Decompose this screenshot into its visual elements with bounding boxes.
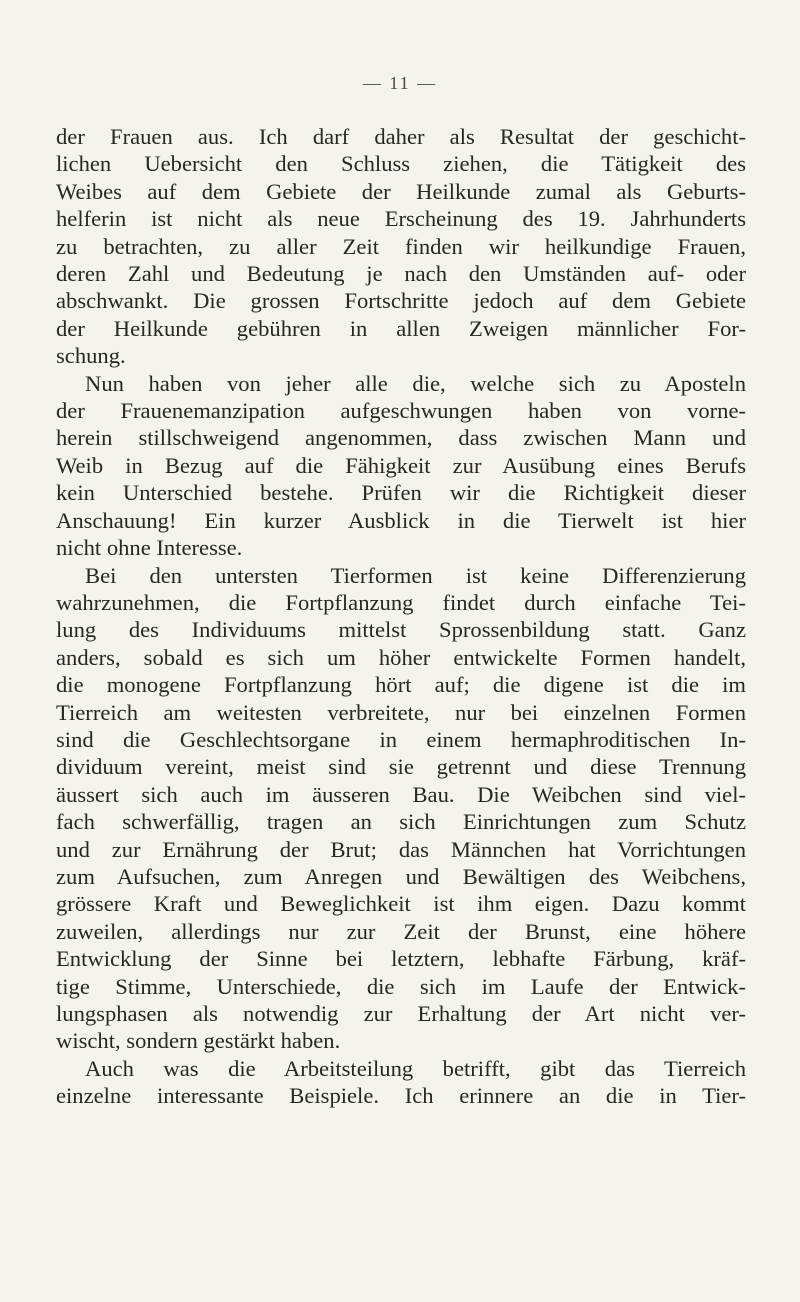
text-line: Tierreich am weitesten verbreitete, nur bei einzelnen Formen bbox=[56, 699, 746, 725]
text-line: der Frauen aus. Ich darf daher als Resultat der geschicht- bbox=[56, 124, 746, 149]
text-line: abschwankt. Die grossen Fortschritte jedoch auf dem Gebiete bbox=[56, 288, 746, 314]
text-line: helferin ist nicht als neue Erscheinung des 19. Jahrhunderts bbox=[56, 206, 746, 232]
text-line: wahrzunehmen, die Fortpflanzung findet durch einfache Tei- bbox=[56, 589, 746, 615]
text-line: Nun haben von jeher alle die, welche sich zu Aposteln bbox=[85, 370, 746, 396]
text-line: anders, sobald es sich um höher entwickelte Formen handelt, bbox=[56, 644, 746, 670]
body-text bbox=[56, 123, 746, 1110]
text-line: und zur Ernährung der Brut; das Männchen hat Vorrichtungen bbox=[56, 836, 746, 862]
text-line: zum Aufsuchen, zum Anregen und Bewältigen des Weibchens, bbox=[56, 863, 746, 889]
text-line: der Heilkunde gebühren in allen Zweigen männlicher For- bbox=[56, 315, 746, 341]
text-line: Auch was die Arbeitsteilung betrifft, gibt das Tierreich bbox=[85, 1055, 746, 1081]
text-line: lung des Individuums mittelst Sprossenbildung statt. Ganz bbox=[56, 617, 746, 643]
text-line: grössere Kraft und Beweglichkeit ist ihm eigen. Dazu kommt bbox=[56, 891, 746, 917]
text-line: kein Unterschied bestehe. Prüfen wir die Richtigkeit dieser bbox=[56, 480, 746, 506]
text-line: lungsphasen als notwendig zur Erhaltung der Art nicht ver- bbox=[56, 1001, 746, 1026]
text-line: nicht ohne Interesse. bbox=[56, 535, 243, 561]
text-line: Weib in Bezug auf die Fähigkeit zur Ausübung eines Berufs bbox=[56, 452, 746, 478]
text-line: die monogene Fortpflanzung hört auf; die digene ist die im bbox=[56, 672, 746, 698]
text-line: schung. bbox=[56, 343, 126, 369]
text-line: Entwicklung der Sinne bei letztern, lebhafte Färbung, kräf- bbox=[56, 946, 746, 972]
text-line: fach schwerfällig, tragen an sich Einrichtungen zum Schutz bbox=[56, 809, 746, 835]
text-line: Weibes auf dem Gebiete der Heilkunde zumal als Geburts- bbox=[56, 178, 746, 204]
page-number: — 11 — bbox=[362, 73, 438, 93]
text-line: dividuum vereint, meist sind sie getrennt und diese Trennung bbox=[56, 754, 746, 780]
text-line: zu betrachten, zu aller Zeit finden wir heilkundige Frauen, bbox=[56, 233, 746, 259]
text-line: lichen Uebersicht den Schluss ziehen, die Tätigkeit des bbox=[56, 151, 746, 177]
text-line: Anschauung! Ein kurzer Ausblick in die Tierwelt ist hier bbox=[56, 507, 746, 533]
text-line: äussert sich auch im äusseren Bau. Die Weibchen sind viel- bbox=[56, 781, 746, 807]
text-line: sind die Geschlechtsorgane in einem hermaphroditischen In- bbox=[56, 726, 746, 752]
text-line: zuweilen, allerdings nur zur Zeit der Brunst, eine höhere bbox=[56, 918, 746, 944]
text-line: herein stillschweigend angenommen, dass zwischen Mann und bbox=[56, 425, 746, 451]
text-line: wischt, sondern gestärkt haben. bbox=[56, 1028, 341, 1054]
text-line: Bei den untersten Tierformen ist keine Differenzierung bbox=[85, 562, 746, 588]
text-line: deren Zahl und Bedeutung je nach den Umständen auf- oder bbox=[56, 261, 746, 287]
text-line: tige Stimme, Unterschiede, die sich im Laufe der Entwick- bbox=[56, 973, 746, 999]
text-line: einzelne interessante Beispiele. Ich erinnere an die in Tier- bbox=[56, 1083, 746, 1109]
text-line: der Frauenemanzipation aufgeschwungen haben von vorne- bbox=[56, 398, 746, 424]
